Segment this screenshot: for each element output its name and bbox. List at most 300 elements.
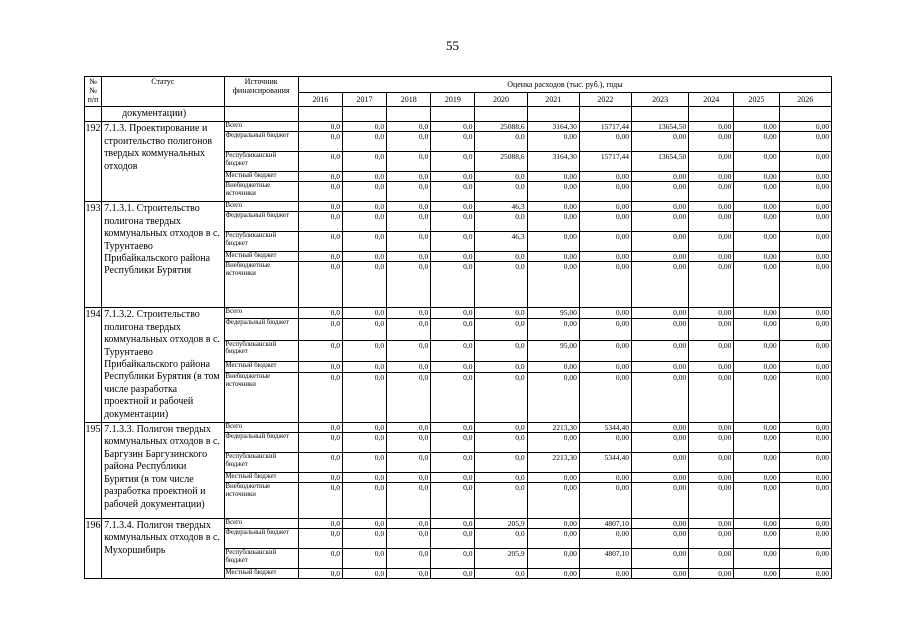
expense-value: 0,00 — [779, 232, 831, 252]
expense-value: 0,0 — [298, 172, 342, 182]
expense-value: 0,00 — [579, 433, 631, 453]
funding-source: Внебюджетные источники — [224, 182, 298, 202]
expense-value: 0,0 — [387, 433, 431, 453]
funding-source: Республиканский бюджет — [224, 340, 298, 362]
table-row — [85, 308, 832, 319]
expense-value: 0,0 — [387, 373, 431, 423]
expense-value: 0,00 — [734, 340, 779, 362]
expense-value: 0,00 — [579, 319, 631, 341]
carryover-empty — [632, 107, 689, 122]
expense-value: 0,0 — [475, 212, 527, 232]
expense-value: 0,0 — [342, 308, 386, 319]
table-row — [85, 202, 832, 212]
header-year: 2017 — [342, 93, 386, 107]
expense-value: 0,00 — [734, 519, 779, 529]
expense-value: 0,00 — [689, 473, 734, 483]
expense-value: 0,00 — [734, 252, 779, 262]
expense-value: 0,00 — [734, 308, 779, 319]
header-no — [85, 77, 102, 107]
expense-value: 0,00 — [632, 362, 689, 373]
expense-value: 0,00 — [527, 212, 579, 232]
page-number: 55 — [446, 38, 459, 53]
expense-value: 205,9 — [475, 519, 527, 529]
expense-value: 0,00 — [689, 362, 734, 373]
funding-source: Федеральный бюджет — [224, 433, 298, 453]
expense-value: 0,00 — [527, 529, 579, 549]
funding-source: Республиканский бюджет — [224, 453, 298, 473]
expense-value: 0,00 — [689, 423, 734, 433]
expense-value: 0,00 — [734, 132, 779, 152]
expense-value: 0,00 — [689, 319, 734, 341]
carryover-empty — [527, 107, 579, 122]
expense-value: 0,0 — [431, 252, 475, 262]
funding-source: Местный бюджет — [224, 172, 298, 182]
row-number: 195 — [85, 423, 102, 519]
expense-value: 0,00 — [632, 483, 689, 519]
expense-value: 0,00 — [527, 262, 579, 308]
expense-value: 46,3 — [475, 232, 527, 252]
expense-value: 0,00 — [734, 423, 779, 433]
row-number: 196 — [85, 519, 102, 579]
expense-value: 0,0 — [342, 473, 386, 483]
expense-value: 0,0 — [387, 529, 431, 549]
expense-value: 0,00 — [579, 232, 631, 252]
expense-value: 205,9 — [475, 549, 527, 569]
funding-source: Федеральный бюджет — [224, 319, 298, 341]
expense-value: 0,00 — [579, 172, 631, 182]
expense-value: 0,00 — [632, 423, 689, 433]
header-source: Источник финансирования — [224, 77, 298, 107]
expense-value: 0,0 — [475, 483, 527, 519]
expense-value: 0,00 — [579, 252, 631, 262]
expense-value: 0,00 — [779, 519, 831, 529]
funding-source: Всего — [224, 202, 298, 212]
expense-value: 0,0 — [387, 362, 431, 373]
expense-value: 0,0 — [298, 122, 342, 132]
expense-value: 0,0 — [387, 132, 431, 152]
funding-source: Республиканский бюджет — [224, 152, 298, 172]
expense-value: 0,0 — [431, 549, 475, 569]
expense-value: 0,00 — [779, 423, 831, 433]
expense-value: 0,00 — [632, 340, 689, 362]
expense-value: 0,0 — [431, 212, 475, 232]
expense-value: 0,00 — [689, 433, 734, 453]
expense-value: 0,0 — [431, 232, 475, 252]
expense-value: 4807,10 — [579, 549, 631, 569]
funding-source: Федеральный бюджет — [224, 212, 298, 232]
row-number: 194 — [85, 308, 102, 423]
expense-value: 0,0 — [475, 569, 527, 579]
expense-value: 0,00 — [689, 262, 734, 308]
expense-value: 0,00 — [579, 373, 631, 423]
status-description: 7.1.3.4. Полигон твердых коммунальных отходов в с. Мухоршибирь — [102, 519, 224, 579]
expense-value: 0,00 — [689, 252, 734, 262]
expense-value: 0,00 — [734, 433, 779, 453]
expense-value: 0,0 — [475, 473, 527, 483]
funding-source: Республиканский бюджет — [224, 232, 298, 252]
expense-value: 0,00 — [779, 308, 831, 319]
header-status: Статус — [102, 77, 224, 107]
expense-value: 0,0 — [342, 132, 386, 152]
expense-value: 0,00 — [734, 202, 779, 212]
funding-source: Всего — [224, 519, 298, 529]
expense-value: 0,00 — [689, 152, 734, 172]
expense-value: 0,00 — [632, 172, 689, 182]
header-row-1 — [85, 77, 832, 93]
expense-value: 46,3 — [475, 202, 527, 212]
funding-source: Внебюджетные источники — [224, 373, 298, 423]
expense-value: 0,00 — [527, 182, 579, 202]
status-description: 7.1.3.1. Строительство полигона твердых коммунальных отходов в с. Турунтаево Прибайкальского района Республики Бурятия — [102, 202, 224, 308]
funding-source: Республиканский бюджет — [224, 549, 298, 569]
expense-value: 0,0 — [475, 252, 527, 262]
status-description: 7.1.3. Проектирование и строительство полигонов твердых коммунальных отходов — [102, 122, 224, 202]
expense-value: 0,00 — [779, 132, 831, 152]
expense-value: 0,0 — [387, 569, 431, 579]
expense-value: 0,0 — [298, 182, 342, 202]
expense-value: 0,00 — [779, 569, 831, 579]
expense-value: 0,0 — [342, 182, 386, 202]
expense-value: 0,00 — [579, 473, 631, 483]
expense-value: 13654,50 — [632, 122, 689, 132]
header-year: 2025 — [734, 93, 779, 107]
expense-value: 0,00 — [527, 519, 579, 529]
expense-value: 0,00 — [527, 319, 579, 341]
expense-value: 0,00 — [779, 340, 831, 362]
expense-value: 0,00 — [779, 453, 831, 473]
expense-value: 0,0 — [387, 519, 431, 529]
expense-value: 0,0 — [342, 319, 386, 341]
carryover-empty — [342, 107, 386, 122]
expense-value: 0,0 — [298, 340, 342, 362]
expense-value: 0,0 — [475, 319, 527, 341]
expense-value: 0,0 — [431, 453, 475, 473]
expense-value: 0,00 — [689, 182, 734, 202]
funding-source: Всего — [224, 122, 298, 132]
expense-value: 0,00 — [689, 483, 734, 519]
expense-value: 0,00 — [734, 172, 779, 182]
expense-value: 0,0 — [387, 122, 431, 132]
expense-value: 0,00 — [779, 529, 831, 549]
expense-value: 0,0 — [387, 202, 431, 212]
header-year: 2023 — [632, 93, 689, 107]
expense-value: 0,0 — [475, 182, 527, 202]
table-row — [85, 519, 832, 529]
carryover-empty — [779, 107, 831, 122]
expense-value: 0,00 — [734, 569, 779, 579]
expense-value: 0,0 — [475, 453, 527, 473]
expense-value: 0,00 — [579, 212, 631, 232]
carryover-empty — [579, 107, 631, 122]
expense-value: 0,00 — [734, 152, 779, 172]
expense-value: 0,0 — [342, 549, 386, 569]
expense-value: 0,00 — [632, 453, 689, 473]
expense-value: 0,00 — [579, 202, 631, 212]
expense-value: 0,00 — [689, 373, 734, 423]
expense-value: 0,00 — [527, 362, 579, 373]
expense-value: 15717,44 — [579, 152, 631, 172]
expense-value: 0,00 — [689, 308, 734, 319]
funding-source: Всего — [224, 423, 298, 433]
expense-value: 0,0 — [298, 252, 342, 262]
expense-value: 0,00 — [632, 308, 689, 319]
expense-value: 0,0 — [431, 433, 475, 453]
header-year: 2018 — [387, 93, 431, 107]
carryover-no — [85, 107, 102, 122]
expense-value: 5344,40 — [579, 423, 631, 433]
carryover-empty — [431, 107, 475, 122]
header-year: 2019 — [431, 93, 475, 107]
expense-value: 0,00 — [734, 122, 779, 132]
expense-value: 0,00 — [734, 182, 779, 202]
funding-source: Местный бюджет — [224, 362, 298, 373]
header-year: 2021 — [527, 93, 579, 107]
expense-value: 0,0 — [298, 433, 342, 453]
expense-value: 5344,40 — [579, 453, 631, 473]
expense-value: 0,00 — [527, 569, 579, 579]
funding-source: Всего — [224, 308, 298, 319]
header-year: 2026 — [779, 93, 831, 107]
expense-value: 0,00 — [632, 252, 689, 262]
expense-value: 0,0 — [342, 252, 386, 262]
expense-value: 0,0 — [431, 569, 475, 579]
status-description: 7.1.3.2. Строительство полигона твердых коммунальных отходов в с. Турунтаево Прибайкальского района Республики Бурятия (в том числе разработка проектной и рабочей документации) — [102, 308, 224, 423]
expense-value: 0,0 — [475, 433, 527, 453]
expense-value: 0,00 — [779, 212, 831, 232]
expense-value: 0,0 — [342, 232, 386, 252]
carryover-row — [85, 107, 832, 122]
expense-value: 0,00 — [527, 549, 579, 569]
expense-value: 0,00 — [734, 549, 779, 569]
expense-value: 0,0 — [387, 473, 431, 483]
expense-value: 0,00 — [527, 172, 579, 182]
expense-value: 0,0 — [431, 319, 475, 341]
expense-value: 25088,6 — [475, 122, 527, 132]
expense-value: 0,00 — [734, 529, 779, 549]
expense-value: 0,0 — [431, 373, 475, 423]
expense-value: 0,0 — [431, 172, 475, 182]
expense-value: 0,0 — [298, 519, 342, 529]
expense-value: 0,0 — [475, 529, 527, 549]
expense-value: 0,0 — [342, 433, 386, 453]
expense-value: 2213,30 — [527, 453, 579, 473]
expense-value: 0,0 — [298, 232, 342, 252]
expense-value: 0,00 — [632, 202, 689, 212]
carryover-empty — [298, 107, 342, 122]
expense-value: 0,0 — [387, 152, 431, 172]
funding-source: Внебюджетные источники — [224, 483, 298, 519]
expense-value: 0,00 — [632, 569, 689, 579]
expense-value: 3164,30 — [527, 152, 579, 172]
expense-value: 0,0 — [387, 212, 431, 232]
expense-value: 0,0 — [342, 373, 386, 423]
expense-value: 0,0 — [431, 122, 475, 132]
table-body — [85, 77, 832, 579]
expense-value: 0,00 — [734, 453, 779, 473]
expense-value: 0,00 — [579, 132, 631, 152]
expense-value: 0,0 — [431, 473, 475, 483]
expense-value: 0,0 — [431, 483, 475, 519]
expense-value: 0,00 — [779, 172, 831, 182]
expense-value: 0,00 — [689, 340, 734, 362]
expense-value: 0,00 — [527, 132, 579, 152]
expense-value: 0,0 — [475, 132, 527, 152]
expense-value: 15717,44 — [579, 122, 631, 132]
expense-value: 0,0 — [342, 569, 386, 579]
carryover-empty — [387, 107, 431, 122]
row-number: 192 — [85, 122, 102, 202]
expense-value: 0,00 — [632, 132, 689, 152]
expense-value: 0,0 — [342, 453, 386, 473]
expense-value: 0,0 — [298, 132, 342, 152]
expense-value: 0,00 — [779, 122, 831, 132]
expense-value: 0,00 — [779, 152, 831, 172]
expense-value: 0,00 — [689, 569, 734, 579]
expense-value: 0,00 — [632, 529, 689, 549]
expense-value: 0,00 — [689, 122, 734, 132]
expense-value: 0,00 — [527, 252, 579, 262]
expense-value: 0,00 — [689, 202, 734, 212]
expense-value: 0,00 — [632, 262, 689, 308]
expense-value: 0,0 — [342, 212, 386, 232]
expense-value: 0,0 — [387, 232, 431, 252]
expense-value: 0,00 — [579, 340, 631, 362]
expense-value: 0,0 — [298, 483, 342, 519]
expense-value: 0,0 — [298, 319, 342, 341]
expense-value: 0,00 — [689, 529, 734, 549]
expense-value: 0,0 — [431, 132, 475, 152]
expense-value: 0,0 — [431, 519, 475, 529]
expense-value: 0,00 — [734, 473, 779, 483]
expense-value: 0,00 — [579, 262, 631, 308]
expense-value: 0,00 — [779, 433, 831, 453]
expense-value: 0,0 — [298, 373, 342, 423]
expense-value: 0,00 — [734, 362, 779, 373]
expense-value: 0,0 — [342, 152, 386, 172]
expense-value: 0,0 — [342, 519, 386, 529]
expense-value: 0,00 — [579, 483, 631, 519]
table-row — [85, 122, 832, 132]
expense-value: 0,00 — [734, 232, 779, 252]
expense-value: 0,0 — [431, 152, 475, 172]
expense-value: 0,0 — [298, 549, 342, 569]
expense-value: 0,00 — [527, 202, 579, 212]
expense-value: 0,0 — [431, 529, 475, 549]
expense-value: 0,00 — [689, 453, 734, 473]
funding-source: Федеральный бюджет — [224, 529, 298, 549]
carryover-text: документации) — [102, 107, 224, 122]
funding-source: Федеральный бюджет — [224, 132, 298, 152]
expense-value: 0,0 — [342, 122, 386, 132]
header-year: 2022 — [579, 93, 631, 107]
expense-value: 0,0 — [298, 529, 342, 549]
expense-value: 0,00 — [579, 362, 631, 373]
expense-value: 0,00 — [689, 172, 734, 182]
expense-value: 0,0 — [298, 473, 342, 483]
expense-value: 0,00 — [689, 232, 734, 252]
expense-value: 0,00 — [527, 232, 579, 252]
table-row — [85, 423, 832, 433]
budget-table — [84, 76, 832, 579]
expense-value: 0,00 — [632, 319, 689, 341]
expense-value: 0,00 — [632, 549, 689, 569]
expense-value: 0,0 — [387, 308, 431, 319]
expense-value: 0,00 — [527, 433, 579, 453]
row-number: 193 — [85, 202, 102, 308]
funding-source: Местный бюджет — [224, 252, 298, 262]
expense-value: 0,0 — [475, 340, 527, 362]
expense-value: 0,0 — [431, 308, 475, 319]
expense-value: 0,00 — [632, 433, 689, 453]
expense-value: 0,0 — [298, 423, 342, 433]
expense-value: 0,0 — [475, 373, 527, 423]
expense-value: 0,0 — [387, 340, 431, 362]
expense-value: 0,0 — [342, 262, 386, 308]
expense-value: 0,0 — [342, 483, 386, 519]
funding-source: Местный бюджет — [224, 569, 298, 579]
expense-value: 0,00 — [527, 373, 579, 423]
expense-value: 0,00 — [779, 549, 831, 569]
expense-value: 0,0 — [387, 319, 431, 341]
expense-value: 0,0 — [387, 262, 431, 308]
expense-value: 0,0 — [475, 362, 527, 373]
expense-value: 25088,6 — [475, 152, 527, 172]
funding-source: Местный бюджет — [224, 473, 298, 483]
expense-value: 0,0 — [431, 423, 475, 433]
header-no-text: № № п/п — [87, 77, 99, 104]
expense-value: 0,00 — [632, 182, 689, 202]
expense-value: 0,0 — [342, 202, 386, 212]
header-estimate: Оценка расходов (тыс. руб.), годы — [298, 77, 831, 93]
expense-value: 0,0 — [387, 252, 431, 262]
expense-value: 0,00 — [579, 529, 631, 549]
expense-value: 0,0 — [431, 182, 475, 202]
expense-value: 0,00 — [779, 483, 831, 519]
expense-value: 0,0 — [342, 172, 386, 182]
expense-value: 0,00 — [527, 473, 579, 483]
expense-value: 0,0 — [475, 423, 527, 433]
expense-value: 0,0 — [387, 423, 431, 433]
carryover-empty — [475, 107, 527, 122]
header-year: 2016 — [298, 93, 342, 107]
expense-value: 0,0 — [298, 262, 342, 308]
carryover-empty — [689, 107, 734, 122]
expense-value: 0,00 — [779, 319, 831, 341]
carryover-empty — [734, 107, 779, 122]
expense-value: 0,0 — [431, 262, 475, 308]
expense-value: 95,00 — [527, 308, 579, 319]
expense-value: 0,00 — [779, 202, 831, 212]
expense-value: 0,0 — [475, 262, 527, 308]
expense-value: 0,00 — [779, 373, 831, 423]
expense-value: 0,0 — [475, 172, 527, 182]
expense-value: 0,00 — [579, 182, 631, 202]
expense-value: 0,00 — [689, 519, 734, 529]
expense-value: 0,0 — [342, 362, 386, 373]
expense-value: 0,0 — [387, 549, 431, 569]
expense-value: 0,00 — [689, 549, 734, 569]
expense-value: 0,0 — [431, 340, 475, 362]
expense-value: 0,00 — [734, 483, 779, 519]
expense-value: 0,00 — [734, 262, 779, 308]
expense-value: 4807,10 — [579, 519, 631, 529]
header-year: 2024 — [689, 93, 734, 107]
expense-value: 95,00 — [527, 340, 579, 362]
expense-value: 0,0 — [298, 308, 342, 319]
expense-value: 0,00 — [632, 373, 689, 423]
expense-value: 0,0 — [298, 212, 342, 232]
expense-value: 0,00 — [579, 308, 631, 319]
